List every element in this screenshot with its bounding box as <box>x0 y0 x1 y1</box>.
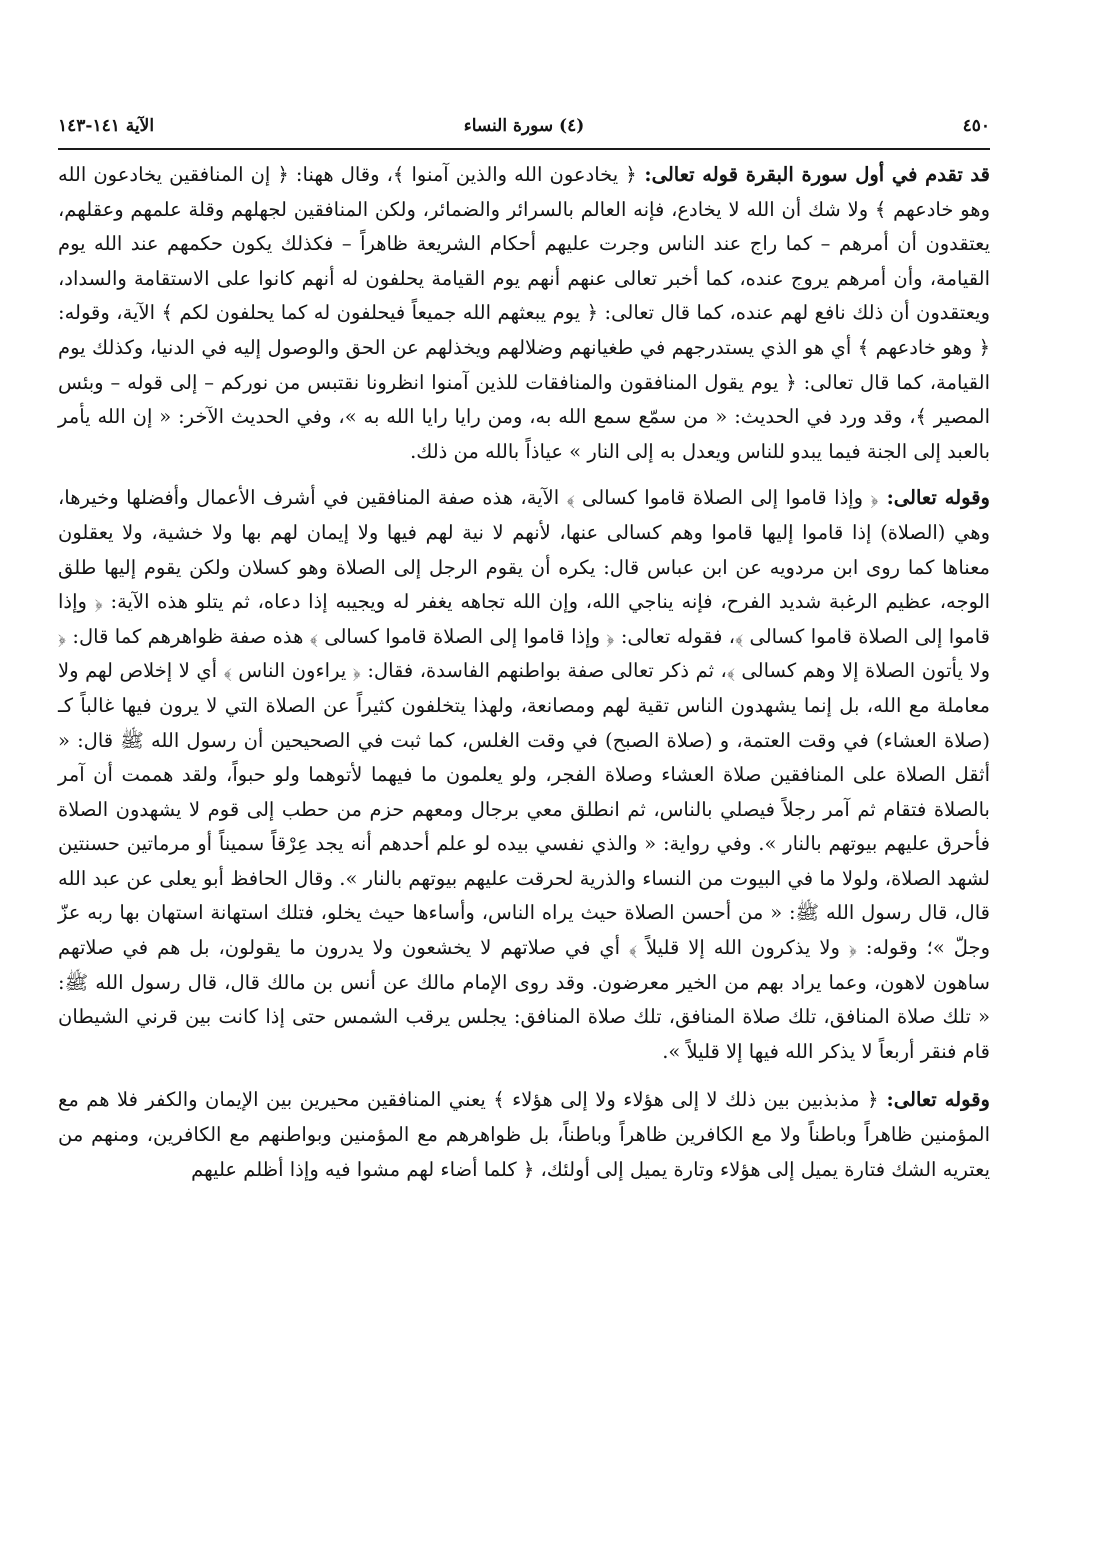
page-header <box>58 100 990 150</box>
verse-range: الآية ١٤١-١٤٣ <box>58 116 155 136</box>
paragraph-1 <box>58 158 990 469</box>
paragraph-3-text: ﴿ مذبذبين بين ذلك لا إلى هؤلاء ولا إلى هؤلاء ﴾ يعني المنافقين محيرين بين الإيمان والكفر فلا هم مع المؤمنين ظاهراً وباطناً ولا مع الكافرين ظاهراً وباطناً، بل ظواهرهم مع المؤمنين وبواطنهم مع الكافرين، ومنهم من يعتريه الشك فتارة يميل إلى هؤلاء وتارة يميل إلى أولئك، ﴿ كلما أضاء لهم مشوا فيه وإذا أظلم عليهم <box>58 1088 990 1181</box>
paragraph-1-text: ﴿ يخادعون الله والذين آمنوا ﴾، وقال ههنا: ﴿ إن المنافقين يخادعون الله وهو خادعهم ﴾ ولا شك أن الله لا يخادع، فإنه العالم بالسرائر والضمائر، ولكن المنافقين لجهلهم وقلة علمهم وعقلهم، يعتقدون أن أمرهم – كما راج عند الناس وجرت عليهم أحكام الشريعة ظاهراً – فكذلك يكون حكمهم عند الله يوم القيامة، وأن أمرهم يروج عنده، كما أخبر تعالى عنهم أنهم يوم القيامة يحلفون له أنهم كانوا على الاستقامة والسداد، ويعتقدون أن ذلك نافع لهم عنده، كما قال تعالى: ﴿ يوم يبعثهم الله جميعاً فيحلفون له كما يحلفون لكم ﴾ الآية، وقوله: ﴿ وهو خادعهم ﴾ أي هو الذي يستدرجهم في طغيانهم وضلالهم ويخذلهم عن الحق والوصول إليه في الدنيا، وكذلك يوم القيامة، كما قال تعالى: ﴿ يوم يقول المنافقون والمنافقات للذين آمنوا انظرونا نقتبس من نوركم – إلى قوله – وبئس المصير ﴾، وقد ورد في الحديث: « من سمّع سمع الله به، ومن رايا رايا الله به »، وفي الحديث الآخر: « إن الله يأمر بالعبد إلى الجنة فيما يبدو للناس ويعدل به إلى النار » عياذاً بالله من ذلك. <box>58 163 990 463</box>
paragraph-3 <box>58 1083 990 1187</box>
paragraph-3-lead: وقوله تعالى: <box>878 1088 990 1112</box>
paragraph-1-lead: قد تقدم في أول سورة البقرة قوله تعالى: <box>636 163 990 186</box>
paragraph-2 <box>58 481 990 1069</box>
page-body <box>58 150 990 1187</box>
book-page <box>58 100 990 1199</box>
surah-title: (٤) سورة النساء <box>463 116 585 136</box>
paragraph-2-lead: وقوله تعالى: <box>878 486 990 510</box>
paragraph-2-text: ﴿ وإذا قاموا إلى الصلاة قاموا كسالى ﴾ الآية، هذه صفة المنافقين في أشرف الأعمال وأفضلها وخيرها، وهي (الصلاة) إذا قاموا إليها قاموا وهم كسالى عنها، لأنهم لا نية لهم فيها ولا إيمان لهم بها ولا خشية، ولا يعقلون معناها كما روى ابن مردويه عن ابن عباس قال: يكره أن يقوم الرجل إلى الصلاة وهو كسلان ولكن يقوم إليها طلق الوجه، عظيم الرغبة شديد الفرح، فإنه يناجي الله، وإن الله تجاهه يغفر له ويجيبه إذا دعاه، ثم يتلو هذه الآية: ﴿ وإذا قاموا إلى الصلاة قاموا كسالى ﴾، فقوله تعالى: ﴿ وإذا قاموا إلى الصلاة قاموا كسالى ﴾ هذه صفة ظواهرهم كما قال: ﴿ ولا يأتون الصلاة إلا وهم كسالى ﴾، ثم ذكر تعالى صفة بواطنهم الفاسدة، فقال: ﴿ يراءون الناس ﴾ أي لا إخلاص لهم ولا معاملة مع الله، بل إنما يشهدون الناس تقية لهم ومصانعة، ولهذا يتخلفون كثيراً عن الصلاة التي لا يرون فيها غالباً كـ (صلاة العشاء) في وقت العتمة، و (صلاة الصبح) في وقت الغلس، كما ثبت في الصحيحين أن رسول الله ﷺ قال: « أثقل الصلاة على المنافقين صلاة العشاء وصلاة الفجر، ولو يعلمون ما فيهما لأتوهما ولو حبواً، ولقد هممت أن آمر بالصلاة فتقام ثم آمر رجلاً فيصلي بالناس، ثم انطلق معي برجال ومعهم حزم من حطب إلى قوم لا يشهدون الصلاة فأحرق عليهم بيوتهم بالنار ». وفي رواية: « والذي نفسي بيده لو علم أحدهم أنه يجد عِرْقاً سميناً أو مرماتين حسنتين لشهد الصلاة، ولولا ما في البيوت من النساء والذرية لحرقت عليهم بيوتهم بالنار ». وقال الحافظ أبو يعلى عن عبد الله قال، قال رسول الله ﷺ: « من أحسن الصلاة حيث يراه الناس، وأساءها حيث يخلو، فتلك استهانة استهان بها ربه عزّ وجلّ »؛ وقوله: ﴿ ولا يذكرون الله إلا قليلاً ﴾ أي في صلاتهم لا يخشعون ولا يدرون ما يقولون، بل هم في صلاتهم ساهون لاهون، وعما يراد بهم من الخير معرضون. وقد روى الإمام مالك عن أنس بن مالك قال، قال رسول الله ﷺ: « تلك صلاة المنافق، تلك صلاة المنافق، تلك صلاة المنافق: يجلس يرقب الشمس حتى إذا كانت بين قرني الشيطان قام فنقر أربعاً لا يذكر الله فيها إلا قليلاً ». <box>58 486 990 1063</box>
page-number: ٤٥٠ <box>962 116 990 136</box>
